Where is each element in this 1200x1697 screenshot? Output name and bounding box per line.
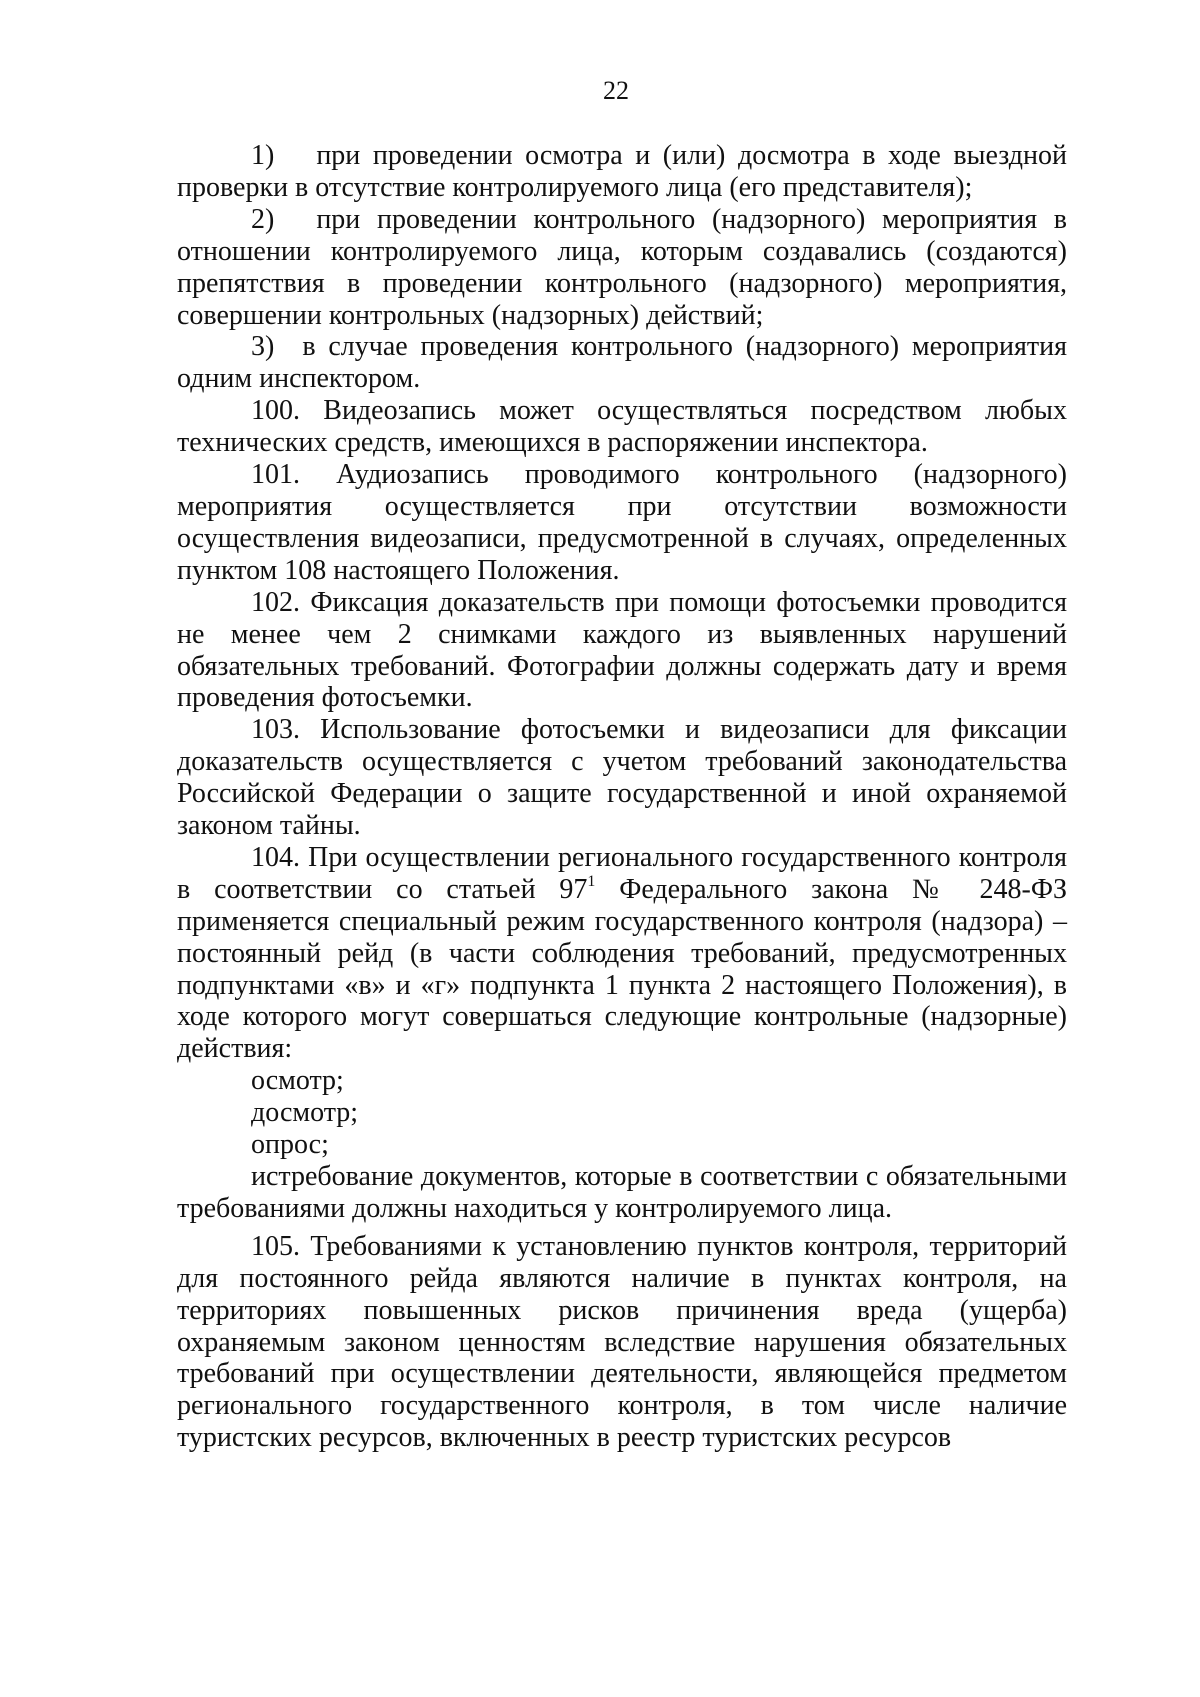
paragraph-101: 101. Аудиозапись проводимого контрольного (надзорного) мероприятия осуществляется при отсутствии возможности осуществления видеозаписи, предусмотренной в случаях, определенных пунктом 108 настоящего Положения. xyxy=(177,459,1067,586)
page-number: 22 xyxy=(603,76,629,105)
paragraph-104 xyxy=(177,842,1067,1065)
paragraph-103: 103. Использование фотосъемки и видеозаписи для фиксации доказательств осуществляется с учетом требований законодательства Российской Федерации о защите государственной и иной охраняемой законом тайны. xyxy=(177,714,1067,842)
document-body xyxy=(177,140,1067,1454)
action-item: досмотр; xyxy=(251,1097,359,1129)
paragraph-105: 105. Требованиями к установлению пунктов контроля, территорий для постоянного рейда являются наличие в пунктах контроля, на территориях повышенных рисков причинения вреда (ущерба) охраняемым законом ценностям вследствие нарушения обязательных требований при осуществлении деятельности, являющейся предметом регионального государственного контроля, в том числе наличие туристских ресурсов, включенных в реестр туристских ресурсов xyxy=(177,1230,1067,1454)
paragraph-104-text-end: Федерального закона № 248-ФЗ применяется специальный режим государственного контроля (надзора) – постоянный рейд (в части соблюдения требований, предусмотренных подпунктами «в» и «г» подпункта 1 пункта 2 настоящего Положения), в ходе которого могут совершаться следующие контрольные (надзорные) действия: xyxy=(177,873,1067,1065)
action-item-last: истребование документов, которые в соответствии с обязательными требованиями должны находиться у контролируемого лица. xyxy=(177,1161,1067,1224)
list-item-2: 2) при проведении контрольного (надзорного) мероприятия в отношении контролируемого лица, которым создавались (создаются) препятствия в проведении контрольного (надзорного) мероприятия, совершении контрольных (надзорных) действий; xyxy=(177,203,1067,331)
list-item-3: 3) в случае проведения контрольного (надзорного) мероприятия одним инспектором. xyxy=(177,331,1067,395)
action-item: осмотр; xyxy=(251,1065,344,1097)
action-item: опрос; xyxy=(251,1129,329,1161)
list-item-1: 1) при проведении осмотра и (или) досмотра в ходе выездной проверки в отсутствие контролируемого лица (его представителя); xyxy=(177,140,1067,203)
paragraph-102: 102. Фиксация доказательств при помощи фотосъемки проводится не менее чем 2 снимками каждого из выявленных нарушений обязательных требований. Фотографии должны содержать дату и время проведения фотосъемки. xyxy=(177,586,1067,714)
paragraph-104-text-start: 104. При осуществлении регионального государственного контроля в соответствии со статьей 97 xyxy=(177,841,1067,905)
paragraph-100: 100. Видеозапись может осуществляться посредством любых технических средств, имеющихся в распоряжении инспектора. xyxy=(177,395,1067,459)
article-superscript: 1 xyxy=(587,872,596,890)
